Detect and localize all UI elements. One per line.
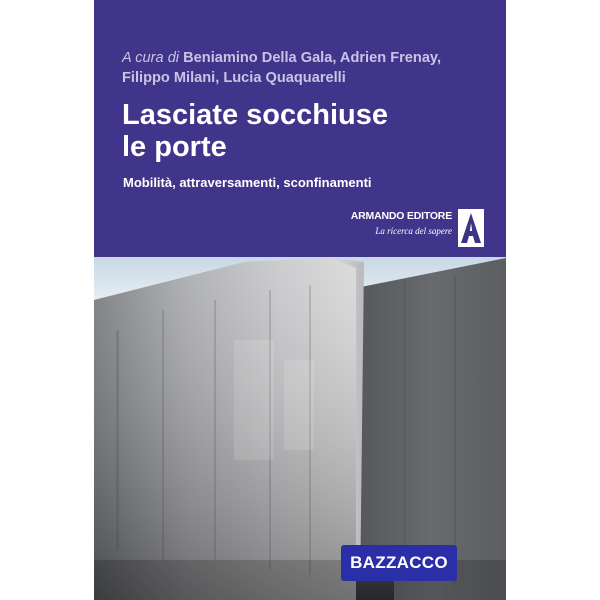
book-cover <box>94 0 506 600</box>
publisher-block <box>330 209 490 249</box>
book-title <box>122 99 502 163</box>
book-title-line1: Lasciate socchiuse <box>122 99 388 131</box>
bazzacco-badge: BAZZACCO <box>341 545 457 581</box>
armando-a-logo-icon <box>458 209 484 247</box>
publisher-name: ARMANDO EDITORE <box>350 210 452 222</box>
book-subtitle: Mobilità, attraversamenti, sconfinamenti <box>123 175 372 190</box>
editors-prefix: A cura di <box>122 50 180 66</box>
editors-names-line1: Beniamino Della Gala, Adrien Frenay, <box>183 50 442 66</box>
publisher-tagline: La ricerca del sapere <box>375 226 452 236</box>
editors-names-line2: Filippo Milani, Lucia Quaquarelli <box>122 69 346 86</box>
book-title-line2: le porte <box>122 131 227 163</box>
editors-credit <box>122 49 502 88</box>
